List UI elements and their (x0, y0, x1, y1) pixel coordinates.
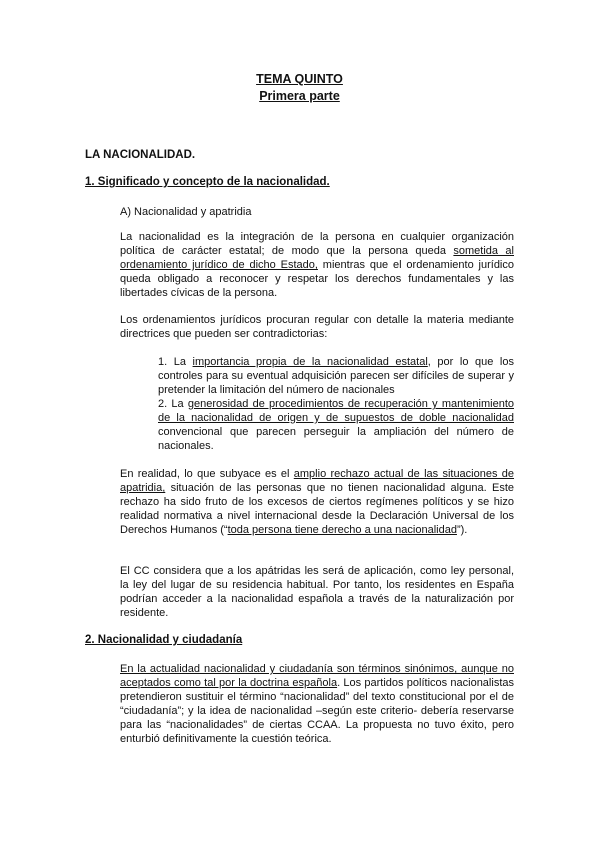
subsection-a-heading: A) Nacionalidad y apatridia (120, 206, 252, 218)
paragraph-5-text-b: . Los partidos políticos nacionalistas pretendieron sustituir el término “nacionalidad” del texto constitucional por el de “ciudadanía”; y la idea de nacionalidad –según este criterio- debería reservarse para las “nacionalidades” de ciertas CCAA. La propuesta no tuvo éxito, pero enturbió definitivamente la cuestión teórica. (120, 677, 514, 745)
document-title: TEMA QUINTO (256, 72, 343, 86)
list-item-2 (158, 397, 514, 453)
list-item-2-text-a: 2. La (158, 398, 188, 410)
list-item-1-underlined: importancia propia de la nacionalidad estatal (192, 356, 428, 368)
list-item-2-underlined: generosidad de procedimientos de recuperación y mantenimiento de la nacionalidad de origen y de supuestos de doble nacionalidad (158, 398, 514, 424)
main-heading: LA NACIONALIDAD. (85, 149, 196, 161)
paragraph-1-underlined: sometida al ordenamiento jurídico de dicho Estado, (120, 245, 514, 271)
paragraph-3-text-c: ”). (456, 524, 468, 536)
paragraph-2: Los ordenamientos jurídicos procuran regular con detalle la materia mediante directrices que pueden ser contradictorias: (120, 314, 514, 340)
paragraph-1-text-a: La nacionalidad es la integración de la persona en cualquier organización política de carácter estatal; de modo que la persona queda (120, 231, 514, 257)
document-subtitle: Primera parte (259, 89, 340, 103)
paragraph-5 (120, 662, 514, 746)
paragraph-1 (120, 230, 514, 300)
list-item-1 (158, 355, 514, 397)
section-2-heading: 2. Nacionalidad y ciudadanía (85, 634, 243, 646)
list-item-2-text-b: convencional que parecen perseguir la ampliación del número de nacionales. (158, 426, 514, 452)
paragraph-1-text-b: mientras que el ordenamiento jurídico queda obligado a reconocer y respetar los derechos fundamentales y las libertades cívicas de la persona. (120, 259, 514, 299)
paragraph-4: El CC considera que a los apátridas les será de aplicación, como ley personal, la ley del lugar de su residencia habitual. Por tanto, los residentes en España podrían acceder a la nacionalidad española a través de la naturalización por residente. (120, 565, 514, 619)
paragraph-3-underlined-1: amplio rechazo actual de las situaciones de apatridia, (120, 468, 515, 494)
paragraph-3-text-b: situación de las personas que no tienen nacionalidad alguna. Este rechazo ha sido fruto de los excesos de ciertos regímenes políticos y se hizo realidad normativa a nivel internacional desde la Declaración Universal de los Derechos Humanos (“ (120, 482, 514, 536)
section-1-heading: 1. Significado y concepto de la nacionalidad. (85, 176, 330, 188)
list-item-1-text-b: , por lo que los controles para su eventual adquisición parecen ser difíciles de superar y pretender la limitación del número de nacionales (158, 356, 514, 396)
list-item-1-text-a: 1. La (158, 356, 193, 368)
paragraph-3 (120, 467, 514, 537)
paragraph-3-text-a: En realidad, lo que subyace es el (120, 468, 294, 480)
paragraph-3-underlined-2: toda persona tiene derecho a una nacionalidad (227, 524, 457, 536)
paragraph-5-underlined: En la actualidad nacionalidad y ciudadanía son términos sinónimos, aunque no aceptados como tal por la doctrina española (120, 663, 514, 689)
